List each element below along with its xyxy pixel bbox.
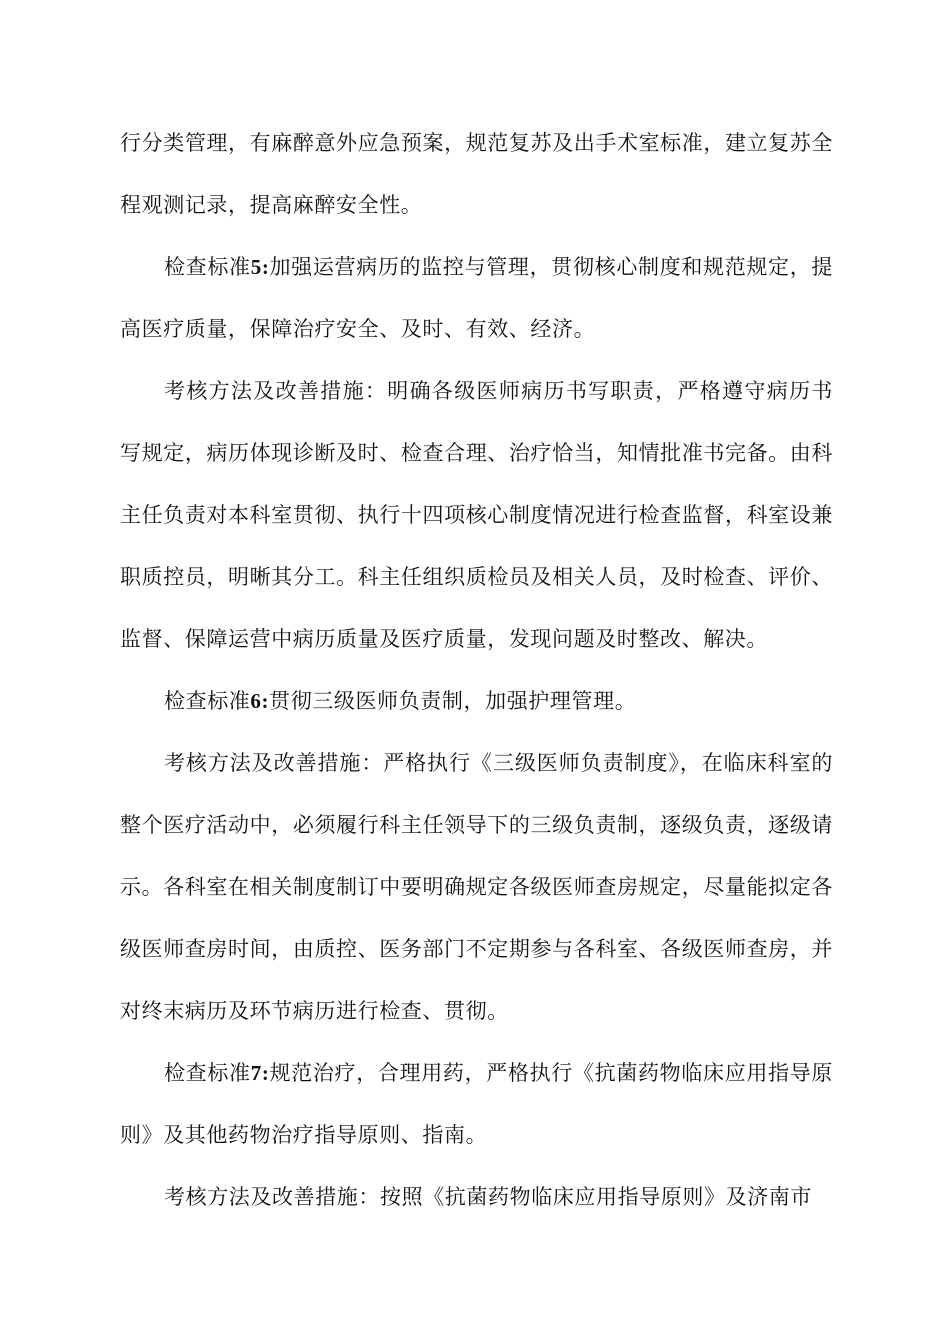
paragraph-1 (120, 112, 833, 236)
paragraph-text: 加强运营病历的监控与管理，贯彻核心制度和规范规定，提高医疗质量，保障治疗安全、及时、有效、经济。 (120, 255, 833, 341)
document-body (120, 112, 833, 1228)
standard-number: 5: (250, 255, 270, 279)
standard-prefix: 检查标准 (164, 255, 251, 279)
paragraph-3-method (120, 360, 833, 670)
standard-prefix: 检查标准 (164, 689, 251, 713)
standard-number: 7: (250, 1061, 270, 1085)
paragraph-2-standard-5 (120, 236, 833, 360)
paragraph-text: 规范治疗，合理用药，严格执行《抗菌药物临床应用指导原则》及其他药物治疗指导原则、指南。 (120, 1061, 833, 1147)
paragraph-text: 考核方法及改善措施：严格执行《三级医师负责制度》，在临床科室的整个医疗活动中，必须履行科主任领导下的三级负责制，逐级负责，逐级请示。各科室在相关制度制订中要明确规定各级医师查房规定，尽量能拟定各级医师查房时间，由质控、医务部门不定期参与各科室、各级医师查房，并对终末病历及环节病历进行检查、贯彻。 (120, 751, 833, 1023)
paragraph-4-standard-6 (120, 670, 833, 732)
standard-prefix: 检查标准 (164, 1061, 251, 1085)
paragraph-text: 考核方法及改善措施：按照《抗菌药物临床应用指导原则》及济南市 (164, 1185, 812, 1209)
paragraph-6-standard-7 (120, 1042, 833, 1166)
paragraph-text: 行分类管理，有麻醉意外应急预案，规范复苏及出手术室标准，建立复苏全程观测记录，提高麻醉安全性。 (120, 131, 833, 217)
paragraph-text: 贯彻三级医师负责制，加强护理管理。 (269, 689, 637, 713)
standard-number: 6: (250, 689, 270, 713)
paragraph-7-method (120, 1166, 833, 1228)
paragraph-text: 考核方法及改善措施：明确各级医师病历书写职责，严格遵守病历书写规定，病历体现诊断及时、检查合理、治疗恰当，知情批准书完备。由科主任负责对本科室贯彻、执行十四项核心制度情况进行检查监督，科室设兼职质控员，明晰其分工。科主任组织质检员及相关人员，及时检查、评价、监督、保障运营中病历质量及医疗质量，发现问题及时整改、解决。 (120, 379, 833, 651)
paragraph-5-method (120, 732, 833, 1042)
